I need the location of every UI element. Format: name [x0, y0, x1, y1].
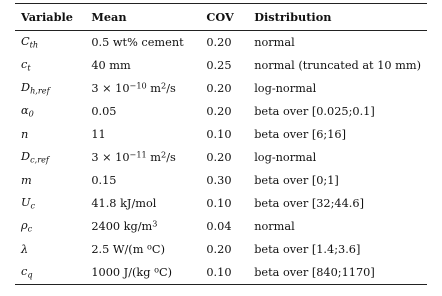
table-row — [15, 31, 427, 55]
mean-value: 41.8 kJ/mol — [91, 197, 157, 210]
cell-distribution: normal — [254, 220, 295, 233]
table-row — [15, 215, 427, 238]
mean-value: 0.05 — [91, 105, 117, 118]
cell-mean — [85, 261, 200, 285]
cell-cov: 0.20 — [206, 105, 232, 118]
variable-symbol: n — [21, 128, 29, 141]
variable-subscript: c,ref — [30, 154, 49, 165]
mean-superscript: −10 — [129, 80, 147, 91]
cell-mean — [85, 54, 200, 77]
cell-cov: 0.10 — [206, 266, 232, 279]
header-cov: COV — [206, 10, 234, 24]
cell-distribution: beta over [0.025;0.1] — [254, 105, 375, 118]
cell-variable — [15, 77, 85, 100]
mean-value: 1000 J/(kg — [91, 266, 155, 279]
mean-value: 11 — [91, 128, 106, 141]
cell-variable — [15, 123, 85, 146]
header-mean: Mean — [91, 10, 127, 24]
variable-symbol: D — [21, 150, 31, 164]
cell-mean — [85, 77, 200, 100]
mean-value: 3 × 10 — [91, 151, 130, 164]
cell-variable — [15, 192, 85, 215]
table-row — [15, 238, 427, 261]
cell-distribution: beta over [0;1] — [254, 174, 339, 187]
table-row — [15, 169, 427, 192]
cell-distribution: beta over [6;16] — [254, 128, 347, 141]
variable-symbol: c — [21, 265, 28, 279]
mean-value: 0.5 wt% cement — [91, 36, 184, 49]
mean-value: 2.5 W/(m — [91, 243, 148, 256]
cell-distribution: beta over [840;1170] — [254, 266, 375, 279]
variable-subscript: th — [29, 39, 39, 50]
variable-symbol: m — [21, 174, 32, 187]
variable-subscript: c — [27, 223, 33, 234]
parameters-table — [15, 3, 427, 285]
mean-superscript: 3 — [152, 218, 158, 229]
cell-mean — [85, 100, 200, 123]
cell-variable — [15, 261, 85, 285]
variable-subscript: c — [30, 200, 36, 211]
table-row — [15, 146, 427, 169]
cell-mean — [85, 123, 200, 146]
mean-superscript: o — [147, 241, 152, 252]
cell-distribution: normal (truncated at 10 mm) — [254, 59, 421, 72]
variable-symbol: λ — [21, 243, 29, 256]
mean-value: 2400 kg/m — [91, 220, 153, 233]
cell-mean — [85, 169, 200, 192]
table-row — [15, 54, 427, 77]
cell-distribution: beta over [32;44.6] — [254, 197, 364, 210]
table-row — [15, 100, 427, 123]
cell-mean — [85, 215, 200, 238]
cell-mean — [85, 146, 200, 169]
cell-variable — [15, 146, 85, 169]
variable-symbol: D — [21, 81, 31, 95]
cell-mean — [85, 238, 200, 261]
cell-cov: 0.20 — [206, 36, 232, 49]
cell-variable — [15, 169, 85, 192]
header-variable: Variable — [21, 10, 73, 24]
cell-cov: 0.10 — [206, 128, 232, 141]
variable-subscript: 0 — [28, 108, 34, 119]
mean-unit: $m^2/s$ — [146, 80, 176, 95]
mean-unit: C) — [159, 266, 173, 279]
cell-variable — [15, 31, 85, 55]
cell-cov: 0.20 — [206, 243, 232, 256]
cell-cov: 0.20 — [206, 82, 232, 95]
table-row — [15, 123, 427, 146]
cell-variable — [15, 215, 85, 238]
cell-cov: 0.25 — [206, 59, 232, 72]
cell-distribution: normal — [254, 36, 295, 49]
mean-unit: $m^2/s$ — [146, 149, 176, 164]
cell-distribution: log-normal — [254, 82, 317, 95]
table-body — [15, 31, 427, 285]
variable-symbol: α — [21, 104, 29, 118]
mean-unit: C) — [151, 243, 165, 256]
table-row — [15, 192, 427, 215]
table-row — [15, 77, 427, 100]
variable-subscript: q — [27, 269, 33, 280]
variable-symbol: C — [21, 35, 30, 49]
variable-symbol: U — [21, 196, 31, 210]
mean-superscript: o — [154, 264, 159, 275]
table-header-row — [15, 4, 427, 31]
variable-subscript: t — [27, 62, 31, 73]
header-distribution: Distribution — [254, 10, 332, 24]
cell-cov: 0.20 — [206, 151, 232, 164]
cell-mean — [85, 192, 200, 215]
variable-symbol: ρ — [21, 219, 28, 233]
cell-variable — [15, 100, 85, 123]
cell-cov: 0.04 — [206, 220, 232, 233]
mean-value: 0.15 — [91, 174, 117, 187]
mean-value: 3 × 10 — [91, 82, 130, 95]
cell-variable — [15, 238, 85, 261]
cell-distribution: beta over [1.4;3.6] — [254, 243, 361, 256]
mean-superscript: −11 — [129, 149, 147, 160]
cell-distribution: log-normal — [254, 151, 317, 164]
table-row — [15, 261, 427, 285]
cell-cov: 0.30 — [206, 174, 232, 187]
cell-variable — [15, 54, 85, 77]
variable-subscript: h,ref — [30, 85, 50, 96]
cell-cov: 0.10 — [206, 197, 232, 210]
mean-value: 40 mm — [91, 59, 131, 72]
cell-mean — [85, 31, 200, 55]
variable-symbol: c — [21, 58, 28, 72]
